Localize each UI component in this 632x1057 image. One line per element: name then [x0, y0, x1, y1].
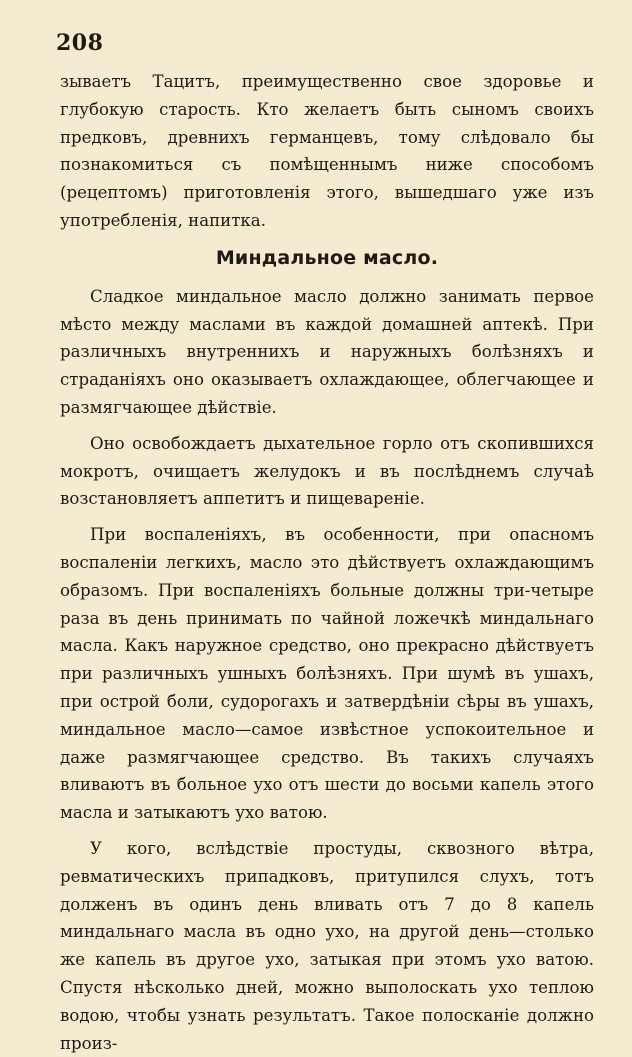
- paragraph-hearing: У кого, вслѣдствіе простуды, сквозного вѣтра, ревматическихъ припадковъ, притупился слухъ, тотъ долженъ въ одинъ день вливать отъ 7 до 8 капель миндальнаго масла въ одно ухо, на другой день—столько же капель въ другое ухо, затыкая при этомъ ухо ватою. Спустя нѣсколько дней, можно выполоскать ухо теплою водою, чтобы узнать результатъ. Такое полосканіе должно произ-: [60, 838, 594, 1053]
- page-number: 208: [56, 30, 104, 56]
- section-heading: Миндальное масло.: [215, 246, 439, 269]
- paragraph-inflammation: При воспаленіяхъ, въ особенности, при опасномъ воспаленіи легкихъ, масло это дѣйствуетъ охлаждающимъ образомъ. При воспаленіяхъ больные должны три-четыре раза въ день принимать по чайной ложечкѣ миндальнаго масла. Какъ наружное средство, оно прекрасно дѣйствуетъ при различныхъ ушныхъ болѣзняхъ. При шумѣ въ ушахъ, при острой боли, судорогахъ и затвердѣніи сѣры въ ушахъ, миндальное масло—самое извѣстное успокоительное и даже размягчающее средство. Въ такихъ случаяхъ вливаютъ въ больное ухо отъ шести до восьми капель этого масла и затыкаютъ ухо ватою.: [60, 525, 594, 823]
- paragraph-respiratory: Оно освобождаетъ дыхательное горло отъ скопившихся мокротъ, очищаетъ желудокъ и въ послѣднемъ случаѣ возстановляетъ аппетитъ и пищевареніе.: [60, 433, 594, 509]
- intro-paragraph: зываетъ Тацитъ, преимущественно свое здоровье и глубокую старость. Кто желаетъ быть сыномъ своихъ предковъ, древнихъ германцевъ, тому слѣдовало бы познакомиться съ помѣщеннымъ ниже способомъ (рецептомъ) приготовленія этого, вышедшаго уже изъ употребленія, напитка.: [60, 72, 594, 230]
- page-body: [60, 68, 594, 1057]
- paragraph-sweet-almond-oil: Сладкое миндальное масло должно занимать первое мѣсто между маслами въ каждой домашней аптекѣ. При различныхъ внутреннихъ и наружныхъ болѣзняхъ и страданіяхъ оно оказываетъ охлаждающее, облегчающее и размягчающее дѣйствіе.: [60, 286, 594, 417]
